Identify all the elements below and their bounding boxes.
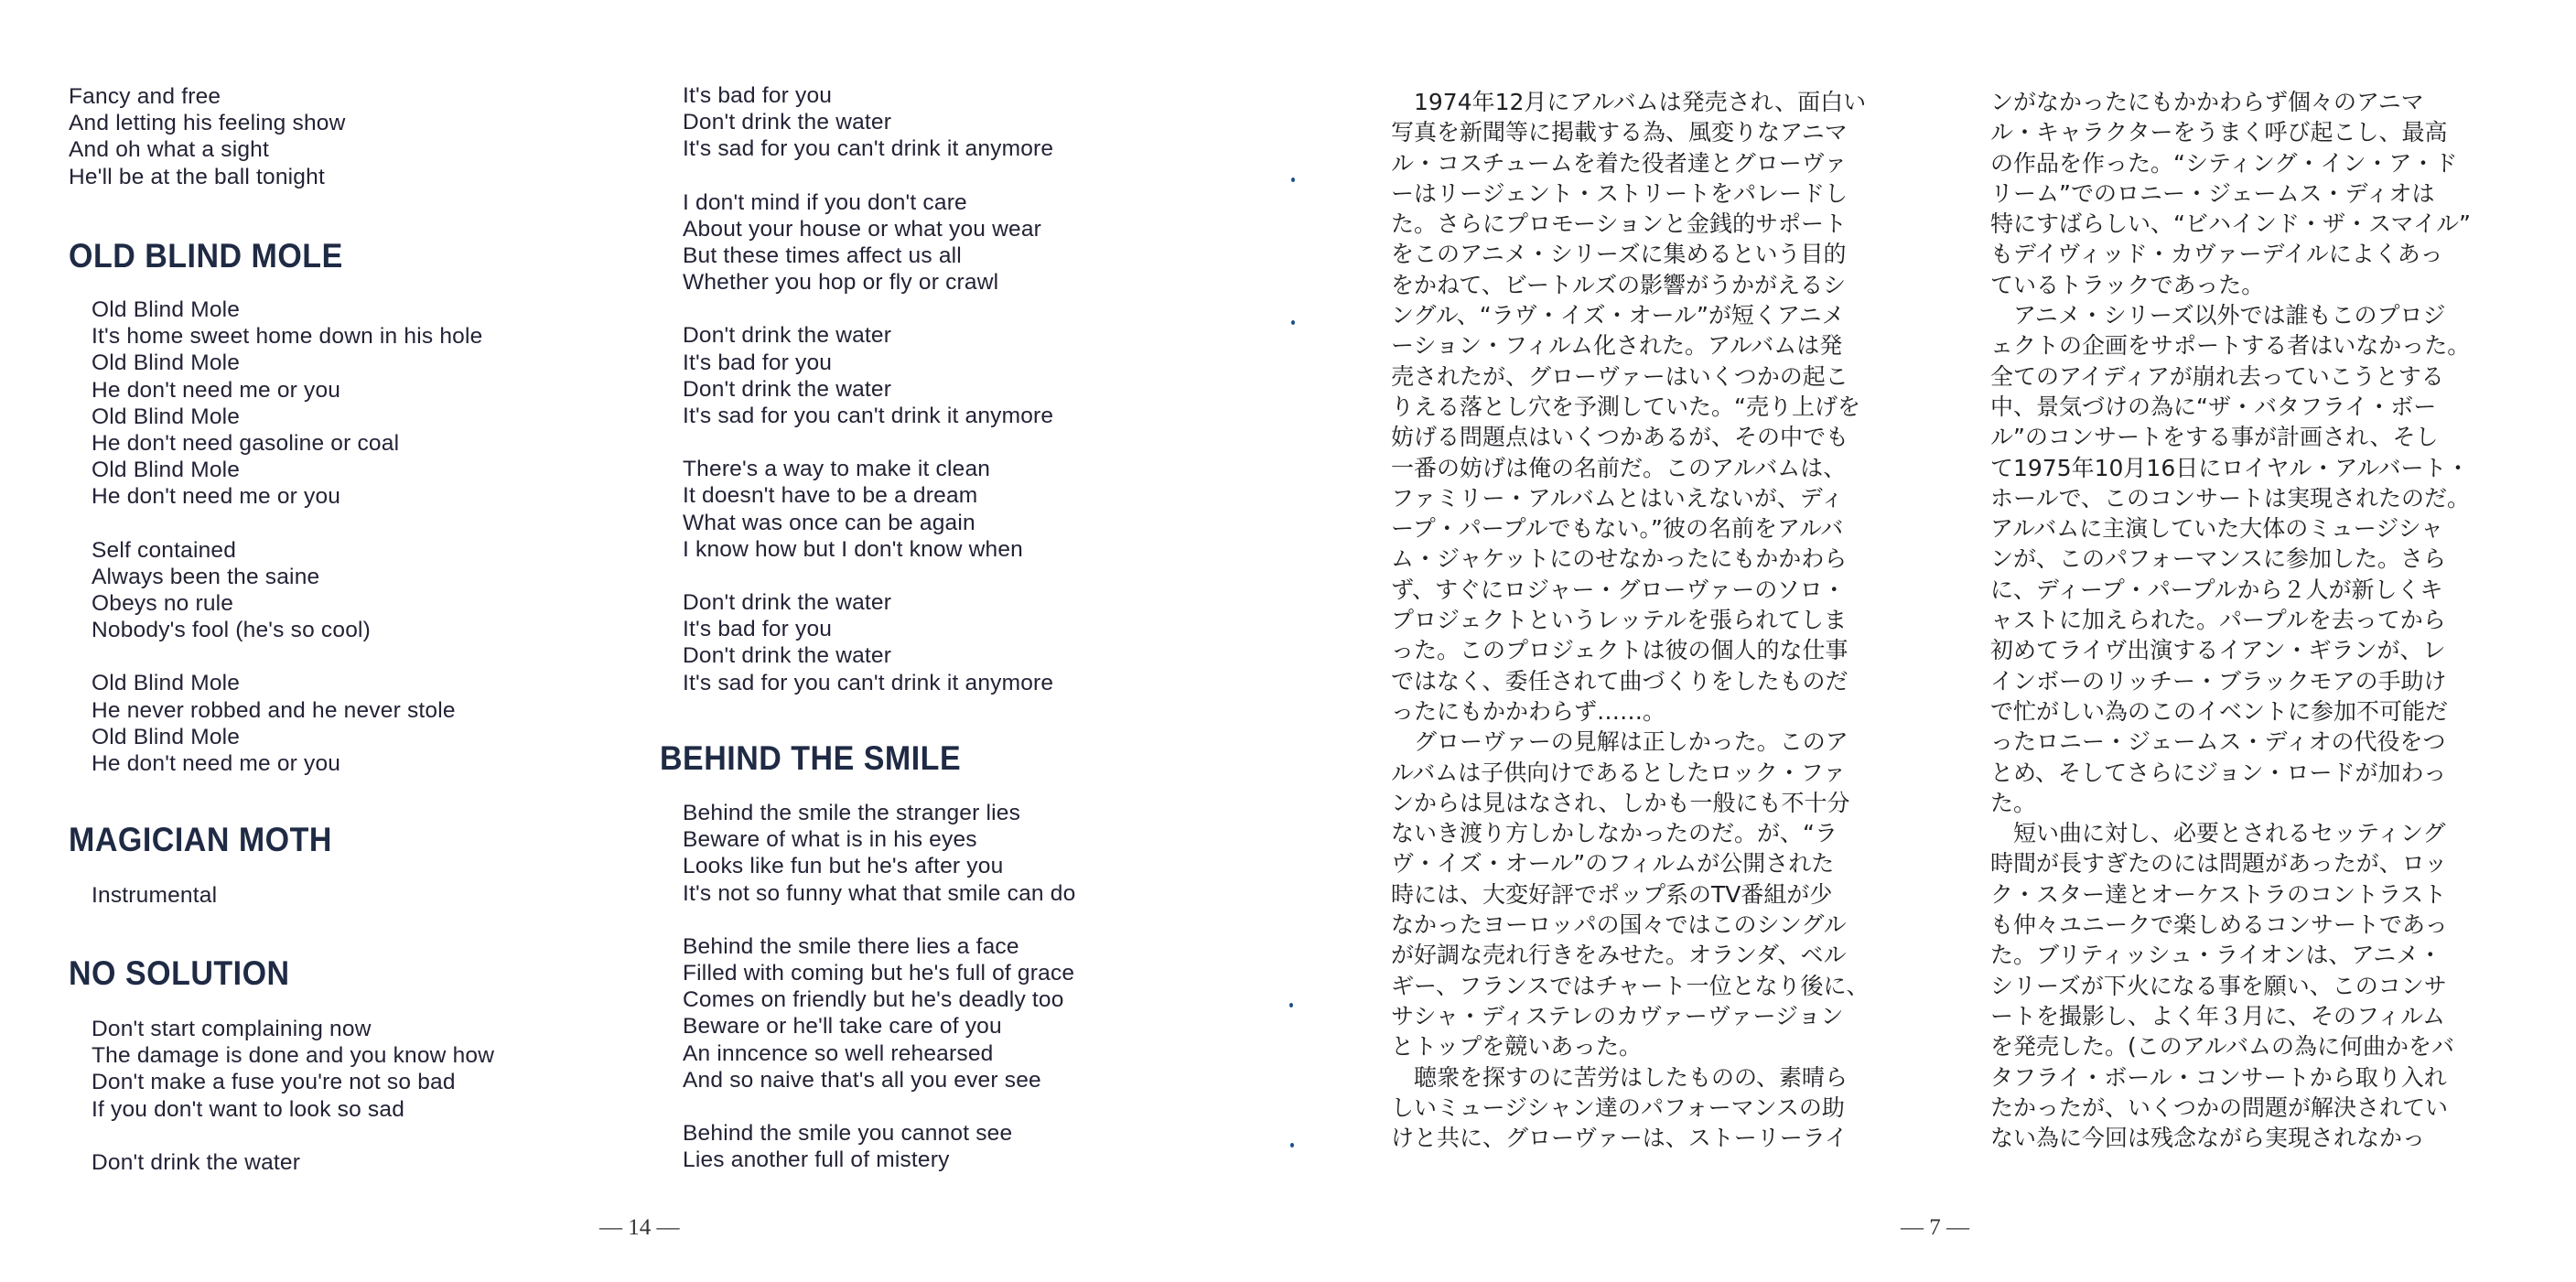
lyric-line: It's sad for you can't drink it anymore xyxy=(683,670,1054,695)
lyric-line: It's home sweet home down in his hole xyxy=(92,324,483,350)
lyrics-column-2 xyxy=(683,82,1250,696)
lyric-line: Nobody's fool (he's so cool) xyxy=(92,618,372,643)
lyric-line: Comes on friendly but he's deadly too xyxy=(683,987,1064,1013)
text-line: とめ、そしてさらにジョン・ロードが加わっ xyxy=(1990,759,2447,786)
lyric-line: He don't need me or you xyxy=(92,377,341,403)
text-line: 時間が長すぎたのには問題があったが、ロッ xyxy=(1990,850,2448,878)
text-line: ーション・フィルム化された。アルバムは発 xyxy=(1391,332,1843,360)
text-line: ルバムは子供向けであるとしたロック・ファ xyxy=(1391,759,1847,786)
lyric-line: It's bad for you xyxy=(683,350,833,375)
text-line: アルバムに主演していた大体のミュージシャ xyxy=(1990,515,2444,543)
text-line: リーム”でのロニー・ジェームス・ディオは xyxy=(1990,179,2435,207)
lyric-line: Beware or he'll take care of you xyxy=(683,1014,1002,1040)
lyric-line: Instrumental xyxy=(92,883,218,908)
lyric-line: Always been the saine xyxy=(92,564,320,589)
print-speck xyxy=(1291,178,1295,182)
text-line: しいミュージシャン達のパフォーマンスの助 xyxy=(1391,1093,1845,1121)
stanza xyxy=(683,189,1250,296)
text-line: りえる落とし穴を予測していた。“売り上げを xyxy=(1391,393,1860,420)
lyric-line: It's not so funny what that smile can do xyxy=(683,880,1076,906)
text-line: 聴衆を探すのに苦労はしたものの、素晴ら xyxy=(1391,1063,1848,1091)
song-title-behind-the-smile: BEHIND THE SMILE xyxy=(660,739,962,778)
lyric-line: Beware of what is in his eyes xyxy=(683,827,977,853)
lyric-line: Behind the smile the stranger lies xyxy=(683,801,1021,825)
lyric-line: Looks like fun but he's after you xyxy=(683,854,1004,879)
text-line: グローヴァーの見解は正しかった。このア xyxy=(1391,728,1848,756)
lyric-line: Don't drink the water xyxy=(683,110,892,135)
behind-the-smile-lyrics xyxy=(683,800,1250,1173)
lyric-line: Don't drink the water xyxy=(92,1149,301,1175)
lyric-line: It's sad for you can't drink it anymore xyxy=(683,136,1054,162)
text-line: ム・ジャケットにのせなかったにもかかわら xyxy=(1391,545,1848,573)
text-line: ル・キャラクターをうまく呼び起こし、最高 xyxy=(1990,119,2448,146)
stanza xyxy=(92,1149,604,1176)
text-line: なかったヨーロッパの国々ではこのシングル xyxy=(1391,911,1847,939)
text-line: とトップを競いあった。 xyxy=(1391,1033,1643,1061)
liner-notes-column-1 xyxy=(1391,87,1870,1153)
text-line: 一番の妨げは俺の名前だ。このアルバムは、 xyxy=(1391,454,1847,481)
liner-notes-column-2 xyxy=(1990,87,2471,1153)
text-line: タフライ・ボール・コンサートから取り入れ xyxy=(1990,1063,2447,1091)
lyric-line: He don't need me or you xyxy=(92,751,341,777)
lyric-line: Don't make a fuse you're not so bad xyxy=(92,1070,456,1095)
text-line: た。 xyxy=(1990,789,2037,816)
text-line: も仲々ユニークで楽しめるコンサートであっ xyxy=(1990,911,2448,939)
text-line: ェクトの企画をサポートする者はいなかった。 xyxy=(1990,332,2471,360)
print-speck xyxy=(1289,1003,1293,1007)
stanza xyxy=(683,1120,1250,1173)
text-line: 1974年12月にアルバムは発売され、面白い xyxy=(1391,89,1867,115)
song-title-magician-moth: MAGICIAN MOTH xyxy=(69,821,332,859)
lyric-line: Don't drink the water xyxy=(683,376,892,402)
page-number-right: — 7 — xyxy=(1901,1215,1969,1240)
lyric-line: What was once can be again xyxy=(683,510,975,535)
text-line: シリーズが下火になる事を願い、このコンサ xyxy=(1990,972,2447,999)
text-line: ャストに加えられた。パープルを去ってから xyxy=(1990,607,2446,634)
lyric-line: An inncence so well rehearsed xyxy=(683,1040,994,1066)
lyric-line: The damage is done and you know how xyxy=(92,1043,495,1069)
text-line: ンが、このパフォーマンスに参加した。さら xyxy=(1990,545,2447,573)
lyric-line: Old Blind Mole xyxy=(92,671,241,696)
lyric-line: But these times affect us all xyxy=(683,243,962,269)
stanza xyxy=(92,296,604,511)
text-line: をかねて、ビートルズの影響がうかがえるシ xyxy=(1391,271,1847,298)
lyric-line: Don't start complaining now xyxy=(92,1017,372,1041)
text-line: った。このプロジェクトは彼の個人的な仕事 xyxy=(1391,637,1848,664)
text-line: ったロニー・ジェームス・ディオの代役をつ xyxy=(1990,728,2446,756)
text-line: ではなく、委任されて曲づくりをしたものだ xyxy=(1391,667,1848,695)
lyric-line: If you don't want to look so sad xyxy=(92,1096,405,1122)
text-line: インボーのリッチー・ブラックモアの手助け xyxy=(1990,667,2447,695)
lyric-line: I know how but I don't know when xyxy=(683,536,1023,562)
lyric-line: Old Blind Mole xyxy=(92,297,241,322)
stanza xyxy=(683,589,1250,696)
stanza xyxy=(683,456,1250,563)
lyric-line: Lies another full of mistery xyxy=(683,1147,950,1173)
lyric-line: Don't drink the water xyxy=(683,590,892,616)
text-line: ないき渡り方しかしなかったのだ。が、“ラ xyxy=(1391,820,1838,847)
text-line: ーはリージェント・ストリートをパレードし xyxy=(1391,179,1848,207)
text-line: ンがなかったにもかかわらず個々のアニマ xyxy=(1990,89,2424,115)
lyric-line: Whether you hop or fly or crawl xyxy=(683,270,999,296)
text-line: の作品を作った。“シティング・イン・ア・ド xyxy=(1990,149,2458,177)
stanza xyxy=(92,670,604,777)
print-speck xyxy=(1290,1143,1294,1147)
text-line: ンからは見はなされ、しかも一般にも不十分 xyxy=(1391,789,1850,816)
text-line: に、ディープ・パープルから２人が新しくキ xyxy=(1990,576,2443,603)
stanza xyxy=(683,82,1250,163)
text-line: が好調な売れ行きをみせた。オランダ、ベル xyxy=(1391,942,1847,969)
text-line: ートを撮影し、よく年３月に、そのフィルム xyxy=(1990,1002,2446,1029)
lyric-line: Filled with coming but he's full of grace xyxy=(683,961,1075,986)
text-line: ない為に今回は残念ながら実現されなかっ xyxy=(1990,1125,2426,1152)
text-line: 全てのアイディアが崩れ去っていこうとする xyxy=(1990,362,2444,390)
lyric-line: He'll be at the ball tonight xyxy=(69,164,325,189)
page-number-left: — 14 — xyxy=(599,1215,680,1240)
song-title-old-blind-mole: OLD BLIND MOLE xyxy=(69,237,343,275)
no-solution-lyrics xyxy=(92,1016,604,1176)
print-speck xyxy=(1291,320,1295,325)
text-line: ず、すぐにロジャー・グローヴァーのソロ・ xyxy=(1391,576,1846,603)
text-line: アニメ・シリーズ以外では誰もこのプロジ xyxy=(1990,302,2446,329)
lyric-line: Self contained xyxy=(92,537,237,563)
lyric-line: About your house or what you wear xyxy=(683,216,1042,242)
lyric-line: It doesn't have to be a dream xyxy=(683,483,978,509)
text-line: ル”のコンサートをする事が計画され、そし xyxy=(1990,424,2439,451)
lyrics-column-1 xyxy=(69,83,618,190)
lyric-line: Don't drink the water xyxy=(683,643,892,669)
stanza xyxy=(683,800,1250,907)
text-line: けと共に、グローヴァーは、ストーリーライ xyxy=(1391,1125,1848,1152)
song-title-no-solution: NO SOLUTION xyxy=(69,954,290,993)
magician-moth-text xyxy=(92,882,217,909)
lyric-line: Obeys no rule xyxy=(92,591,234,617)
lyric-line: Old Blind Mole xyxy=(92,724,241,749)
text-line: サシャ・ディステレのカヴァーヴァージョン xyxy=(1391,1002,1844,1029)
text-line: 時には、大変好評でポップ系のTV番組が少 xyxy=(1391,880,1833,908)
lyric-line: Don't drink the water xyxy=(683,323,892,349)
text-line: 短い曲に対し、必要とされるセッティング xyxy=(1990,820,2446,847)
stanza xyxy=(683,322,1250,429)
text-line: て1975年10月16日にロイヤル・アルバート・ xyxy=(1990,454,2470,481)
text-line: をこのアニメ・シリーズに集めるという目的 xyxy=(1391,241,1847,268)
lyric-line: It's bad for you xyxy=(683,617,833,642)
lyric-line: And oh what a sight xyxy=(69,137,270,163)
text-line: 売されたが、グローヴァーはいくつかの起こ xyxy=(1391,362,1848,390)
lyric-line: Old Blind Mole xyxy=(92,404,241,429)
lyric-line: He never robbed and he never stole xyxy=(92,697,456,723)
text-line: ホールで、このコンサートは実現されたのだ。 xyxy=(1990,484,2471,512)
lyric-line: It's bad for you xyxy=(683,83,833,108)
lyric-line: There's a way to make it clean xyxy=(683,457,991,482)
text-line: を発売した。(このアルバムの為に何曲かをバ xyxy=(1990,1033,2455,1061)
stanza xyxy=(92,1016,604,1123)
lyric-line: I don't mind if you don't care xyxy=(683,189,967,215)
text-line: ているトラックであった。 xyxy=(1990,271,2265,298)
text-line: ヴ・イズ・オール”のフィルムが公開された xyxy=(1391,850,1835,878)
text-line: プロジェクトというレッテルを張られてしま xyxy=(1391,607,1848,634)
stanza xyxy=(92,537,604,644)
text-line: 妨げる問題点はいくつかあるが、その中でも xyxy=(1391,424,1849,451)
text-line: ングル、“ラヴ・イズ・オール”が短くアニメ xyxy=(1391,302,1845,329)
intro-stanza xyxy=(69,83,618,190)
lyric-line: Behind the smile you cannot see xyxy=(683,1121,1013,1147)
lyric-line: He don't need me or you xyxy=(92,484,341,510)
lyric-line: Behind the smile there lies a face xyxy=(683,933,1019,959)
text-line: ープ・パープルでもない。”彼の名前をアルバ xyxy=(1391,515,1844,543)
text-line: 初めてライヴ出演するイアン・ギランが、レ xyxy=(1990,637,2446,664)
text-line: ギー、フランスではチャート一位となり後に、 xyxy=(1391,972,1870,999)
old-blind-mole-lyrics xyxy=(92,296,604,777)
text-line: ファミリー・アルバムとはいえないが、ディ xyxy=(1391,484,1844,512)
text-line: た。ブリティッシュ・ライオンは、アニメ・ xyxy=(1990,942,2442,969)
lyric-line: It's sad for you can't drink it anymore xyxy=(683,404,1054,429)
lyric-line: And so naive that's all you ever see xyxy=(683,1067,1041,1093)
lyric-line: He don't need gasoline or coal xyxy=(92,431,400,457)
text-line: 写真を新聞等に掲載する為、風変りなアニマ xyxy=(1391,119,1848,146)
text-line: で忙がしい為のこのイベントに参加不可能だ xyxy=(1990,697,2449,725)
text-line: ク・スター達とオーケストラのコントラスト xyxy=(1990,880,2447,908)
stanza xyxy=(683,933,1250,1093)
liner-notes-page xyxy=(1288,0,2576,1282)
text-line: 特にすばらしい、“ビハインド・ザ・スマイル” xyxy=(1990,210,2471,238)
lyric-line: Old Blind Mole xyxy=(92,350,241,376)
text-line: ったにもかかわらず……。 xyxy=(1391,697,1666,725)
text-line: ル・コスチュームを着た役者達とグローヴァ xyxy=(1391,149,1848,177)
lyric-line: And letting his feeling show xyxy=(69,111,346,136)
lyric-line: Old Blind Mole xyxy=(92,458,241,483)
text-line: た。さらにプロモーションと金銭的サポート xyxy=(1391,210,1848,238)
text-line: たかったが、いくつかの問題が解決されてい xyxy=(1990,1093,2449,1121)
lyric-line: Fancy and free xyxy=(69,84,221,109)
text-line: 中、景気づけの為に“ザ・バタフライ・ボー xyxy=(1990,393,2437,420)
text-line: もデイヴィッド・カヴァーデイルによくあっ xyxy=(1990,241,2443,268)
